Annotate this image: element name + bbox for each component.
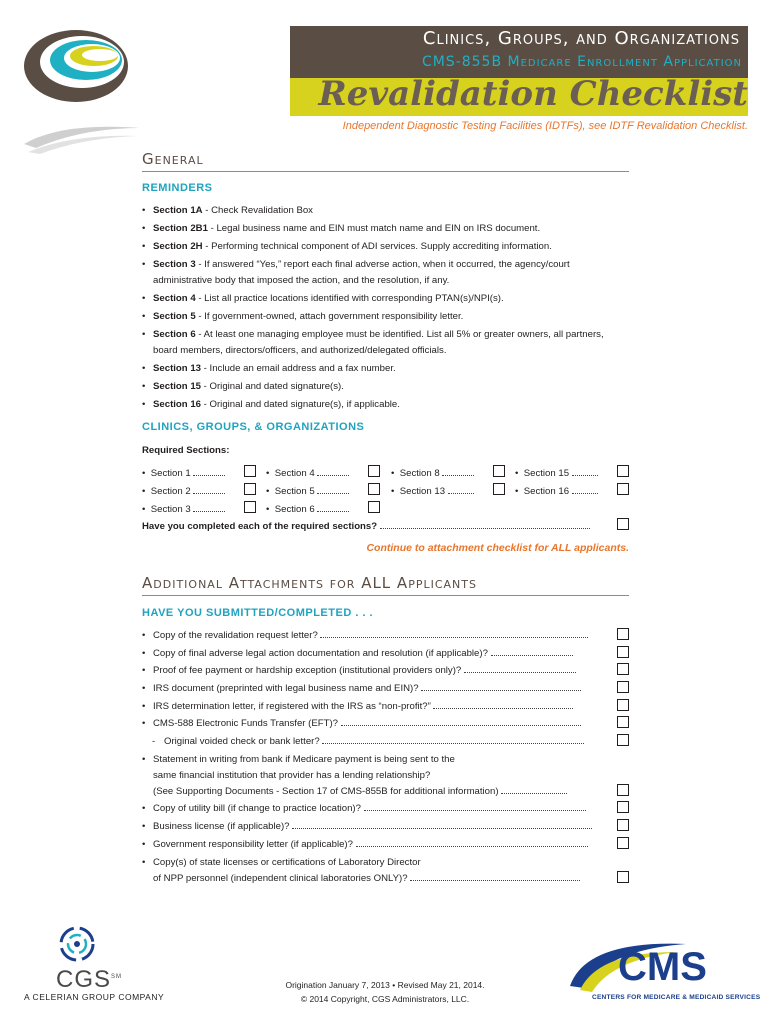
reminder-item: • Section 15 - Original and dated signature(s). — [142, 379, 612, 395]
section-15-checkbox[interactable] — [617, 465, 629, 477]
required-section-item: • Section 16 — [515, 485, 598, 497]
reminder-item: • Section 6 - At least one managing employee must be identified. List all 5% or greater owners, all partners, board members, directors/officers, and authorized/delegated officials. — [142, 327, 612, 359]
section-8-checkbox[interactable] — [493, 465, 505, 477]
form-subtitle: CMS-855B Medicare Enrollment Application — [421, 54, 742, 70]
attachment-checkbox[interactable] — [617, 871, 629, 883]
reminder-item: • Section 1A - Check Revalidation Box — [142, 203, 612, 219]
reminder-item: • Section 2B1 - Legal business name and EIN must match name and EIN on IRS document. — [142, 221, 612, 237]
attachment-item-bank-statement: • Statement in writing from bank if Medicare payment is being sent to the same financial institution that provider has a lending relationship? (See Supporting Documents - Section 17 of CMS-855B for additional information) — [142, 752, 612, 800]
copyright: © 2014 Copyright, CGS Administrators, LLC. — [300, 994, 470, 1004]
attachment-item: • IRS document (preprinted with legal business name and EIN)? — [142, 681, 612, 697]
attachment-item: • Proof of fee payment or hardship exception (institutional providers only)? — [142, 663, 612, 679]
continue-note: Continue to attachment checklist for ALL applicants. — [366, 542, 629, 554]
checklist-title: Revalidation Checklist — [318, 74, 748, 114]
origination-date: Origination January 7, 2013 • Revised May 21, 2014. — [285, 980, 485, 990]
required-section-item: • Section 13 — [391, 485, 474, 497]
completed-sections-checkbox[interactable] — [617, 518, 629, 530]
attachment-checkbox[interactable] — [617, 784, 629, 796]
attachment-checkbox[interactable] — [617, 699, 629, 711]
attachment-checkbox[interactable] — [617, 628, 629, 640]
reminder-item: • Section 13 - Include an email address and a fax number. — [142, 361, 612, 377]
attachment-subitem: - Original voided check or bank letter? — [142, 734, 612, 750]
reminders-list — [142, 203, 612, 413]
required-section-item: • Section 1 — [142, 467, 225, 479]
section-16-checkbox[interactable] — [617, 483, 629, 495]
required-section-item: • Section 6 — [266, 503, 349, 515]
cms-tagline: CENTERS FOR MEDICARE & MEDICAID SERVICES — [592, 994, 761, 1001]
attachment-item: • IRS determination letter, if registered with the IRS as “non-profit?” — [142, 699, 612, 715]
required-sections-label: Required Sections: — [142, 445, 230, 456]
cgo-heading: CLINICS, GROUPS, & ORGANIZATIONS — [142, 421, 365, 433]
reminder-item: • Section 5 - If government-owned, attach government responsibility letter. — [142, 309, 612, 325]
section-4-checkbox[interactable] — [368, 465, 380, 477]
cms-wordmark: CMS — [618, 945, 707, 989]
attachment-checkbox[interactable] — [617, 681, 629, 693]
reminder-item: • Section 2H - Performing technical component of ADI services. Supply accrediting information. — [142, 239, 612, 255]
attachment-checkbox[interactable] — [617, 819, 629, 831]
attachment-item: • Business license (if applicable)? — [142, 819, 612, 835]
attachment-item: • Government responsibility letter (if applicable)? — [142, 837, 612, 853]
reminder-item: • Section 4 - List all practice locations identified with corresponding PTAN(s)/NPI(s). — [142, 291, 612, 307]
cms-logo — [566, 934, 750, 996]
footer-text — [250, 978, 520, 1006]
attachment-item-lab-director: • Copy(s) of state licenses or certifications of Laboratory Director of NPP personnel (independent clinical laboratories ONLY)? — [142, 855, 612, 887]
header-logo-swirl — [14, 18, 134, 118]
attachment-checkbox[interactable] — [617, 716, 629, 728]
required-section-item: • Section 4 — [266, 467, 349, 479]
cgs-tagline: A CELERIAN GROUP COMPANY — [24, 992, 165, 1002]
attachment-item: • Copy of the revalidation request letter? — [142, 628, 612, 644]
section-rule — [142, 595, 629, 596]
attachment-checkbox[interactable] — [617, 663, 629, 675]
section-2-checkbox[interactable] — [244, 483, 256, 495]
attachment-checkbox[interactable] — [617, 734, 629, 746]
section-title-attachments: Additional Attachments for ALL Applicants — [142, 574, 477, 592]
cgs-wordmark: CGS℠ — [56, 966, 123, 993]
attachment-checkbox[interactable] — [617, 837, 629, 849]
section-6-checkbox[interactable] — [368, 501, 380, 513]
section-3-checkbox[interactable] — [244, 501, 256, 513]
attachment-checkbox[interactable] — [617, 646, 629, 658]
reminders-heading: REMINDERS — [142, 182, 213, 194]
required-section-item: • Section 15 — [515, 467, 598, 479]
idtf-note: Independent Diagnostic Testing Facilities (IDTFs), see IDTF Revalidation Checklist. — [342, 120, 748, 132]
required-section-item: • Section 5 — [266, 485, 349, 497]
section-rule — [142, 171, 629, 172]
reminder-item: • Section 3 - If answered “Yes,” report each final adverse action, when it occurred, the agency/court administrative body that imposed the action, and the resolution, if any. — [142, 257, 612, 289]
section-13-checkbox[interactable] — [493, 483, 505, 495]
required-section-item: • Section 3 — [142, 503, 225, 515]
required-section-item: • Section 8 — [391, 467, 474, 479]
attachment-item: • CMS-588 Electronic Funds Transfer (EFT)? — [142, 716, 612, 732]
attachment-checkbox[interactable] — [617, 801, 629, 813]
section-1-checkbox[interactable] — [244, 465, 256, 477]
completed-question: Have you completed each of the required sections? — [142, 520, 590, 532]
submitted-heading: HAVE YOU SUBMITTED/COMPLETED . . . — [142, 607, 374, 619]
section-5-checkbox[interactable] — [368, 483, 380, 495]
attachment-item: • Copy of final adverse legal action documentation and resolution (if applicable)? — [142, 646, 612, 662]
cgs-logo-icon — [52, 924, 102, 964]
section-title-general: General — [142, 150, 204, 168]
document-title: Clinics, Groups, and Organizations — [422, 28, 740, 49]
reminder-item: • Section 16 - Original and dated signature(s), if applicable. — [142, 397, 612, 413]
attachment-item: • Copy of utility bill (if change to practice location)? — [142, 801, 612, 817]
required-section-item: • Section 2 — [142, 485, 225, 497]
header-swoosh-decoration — [22, 122, 142, 156]
